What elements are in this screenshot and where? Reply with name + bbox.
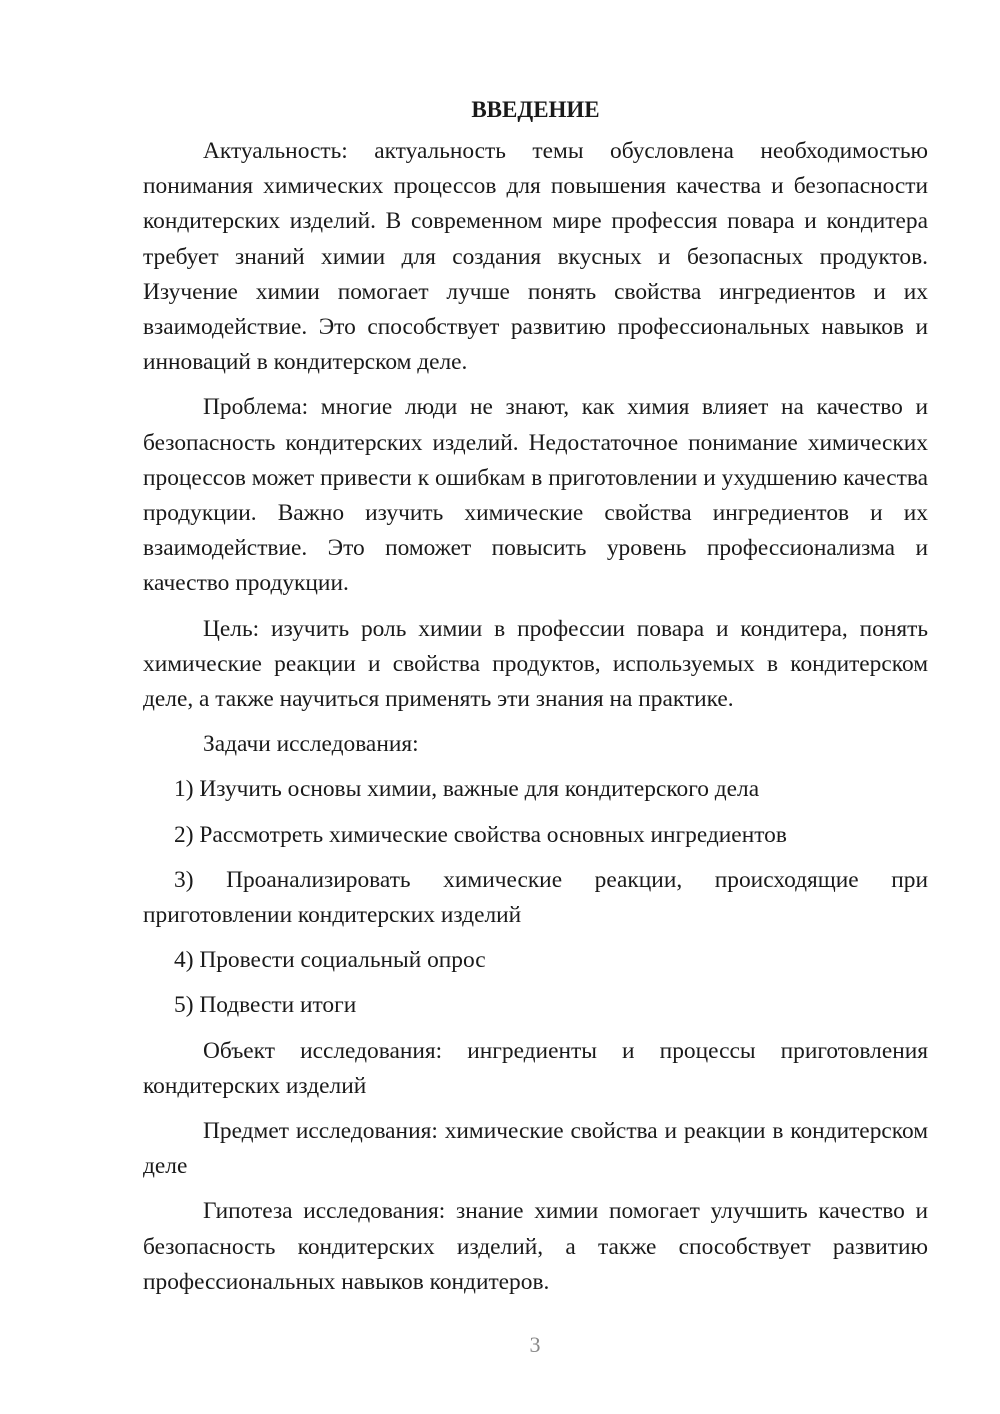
task-item: 1) Изучить основы химии, важные для кондитерского дела	[174, 776, 760, 803]
page-title: ВВЕДЕНИЕ	[471, 97, 600, 122]
object-paragraph: Объект исследования: ингредиенты и процессы приготовления кондитерских изделий	[143, 1037, 928, 1099]
task-item: 3) Проанализировать химические реакции, происходящие при приготовлении кондитерских изделий	[143, 866, 928, 929]
page-content	[143, 92, 928, 1310]
hypothesis-paragraph: Гипотеза исследования: знание химии помогает улучшить качество и безопасность кондитерских изделий, а также способствует развитию профессиональных навыков кондитеров.	[143, 1198, 928, 1295]
subject-paragraph: Предмет исследования: химические свойства и реакции в кондитерском деле	[143, 1118, 928, 1180]
goal-paragraph: Цель: изучить роль химии в профессии повара и кондитера, понять химические реакции и свойства продуктов, используемых в кондитерском деле, а также научиться применять эти знания на практике.	[143, 615, 928, 713]
problem-paragraph: Проблема: многие люди не знают, как химия влияет на качество и безопасность кондитерских изделий. Недостаточное понимание химических процессов может привести к ошибкам в приготовлении и ухудшению качества продукции. Важно изучить химические свойства ингредиентов и их взаимодействие. Это поможет повысить уровень профессионализма и качество продукции.	[143, 394, 928, 597]
task-item: 5) Подвести итоги	[174, 992, 357, 1019]
relevance-paragraph: Актуальность: актуальность темы обусловлена необходимостью понимания химических процессов для повышения качества и безопасности кондитерских изделий. В современном мире профессия повара и кондитера требует знаний химии для создания вкусных и безопасных продуктов. Изучение химии помогает лучше понять свойства ингредиентов и их взаимодействие. Это способствует развитию профессиональных навыков и инноваций в кондитерском деле.	[143, 138, 928, 376]
tasks-heading: Задачи исследования:	[203, 731, 419, 758]
task-item: 4) Провести социальный опрос	[174, 947, 486, 974]
page-number: 3	[529, 1332, 541, 1357]
tasks-list	[143, 772, 928, 1023]
task-item: 2) Рассмотреть химические свойства основных ингредиентов	[174, 821, 787, 848]
